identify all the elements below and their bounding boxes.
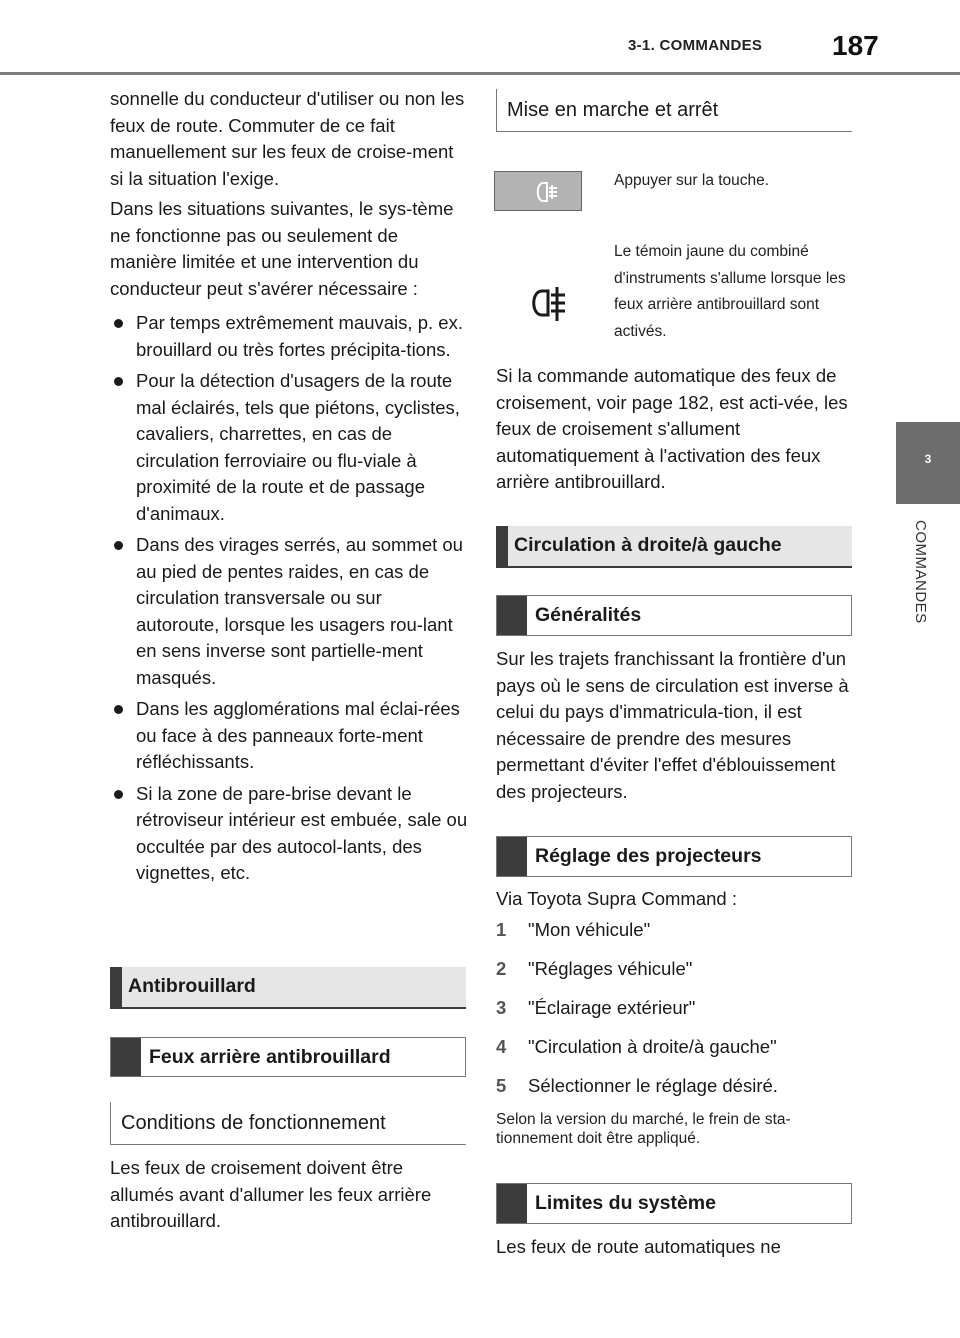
step-text: "Mon véhicule"	[528, 919, 651, 940]
rear-fog-light-indicator-icon	[528, 284, 576, 324]
heading-mise-en-marche-text: Mise en marche et arrêt	[507, 99, 719, 121]
heading-limites-text: Limites du système	[535, 1192, 716, 1214]
heading-circulation	[496, 526, 852, 568]
heading-bar	[497, 1184, 527, 1223]
auto-paragraph: Si la commande automatique des feux de croisement, voir page 182, est acti-vée, les feux de croisement s'allument automatiquement à l'activation des feux arrière antibrouillard.	[496, 365, 848, 492]
step-number: 1	[496, 919, 507, 940]
step-number: 5	[496, 1075, 507, 1096]
heading-generalites-text: Généralités	[535, 604, 642, 626]
heading-feux-arriere	[110, 1037, 466, 1077]
step-item	[496, 917, 650, 943]
heading-bar	[111, 1038, 141, 1076]
step-item	[496, 956, 692, 982]
heading-generalites	[496, 595, 852, 636]
step-number: 2	[496, 958, 507, 979]
step-number: 3	[496, 997, 507, 1018]
bullet-item: Dans les agglomérations mal éclai-rées ou face à des panneaux forte-ment réfléchissants.	[110, 696, 468, 776]
heading-bar	[497, 596, 527, 635]
heading-feux-arriere-text: Feux arrière antibrouillard	[149, 1046, 391, 1068]
heading-conditions-text: Conditions de fonctionnement	[121, 1112, 386, 1134]
note-paragraph: Selon la version du marché, le frein de sta-tionnement doit être appliqué.	[496, 1111, 791, 1147]
step-number: 4	[496, 1036, 507, 1057]
step-text: Sélectionner le réglage désiré.	[528, 1075, 778, 1096]
via-paragraph: Via Toyota Supra Command :	[496, 888, 737, 909]
step-item	[496, 1034, 777, 1060]
heading-conditions	[110, 1102, 466, 1145]
heading-circulation-text: Circulation à droite/à gauche	[514, 534, 782, 556]
intro-paragraph: sonnelle du conducteur d'utiliser ou non les feux de route. Commuter de ce fait manuellement sur les feux de croise-ment si la situation l'exige.	[110, 88, 465, 189]
bullet-item: Par temps extrêmement mauvais, p. ex. brouillard ou très fortes précipita-tions.	[110, 310, 468, 363]
step-text: "Éclairage extérieur"	[528, 997, 696, 1018]
section-title: 3-1. COMMANDES	[628, 37, 763, 54]
heading-antibrouillard	[110, 967, 466, 1009]
generalites-paragraph: Sur les trajets franchissant la frontière d'un pays où le sens de circulation est inverse à celui du pays d'immatricula-tion, il est nécessaire de prendre des mesures permettant d'éviter l'effet d'éblouissement des projecteurs.	[496, 648, 849, 802]
left-column	[110, 86, 468, 892]
header-rule	[0, 72, 960, 75]
heading-reglage	[496, 836, 852, 877]
chapter-label: COMMANDES	[912, 520, 929, 624]
step-text: "Circulation à droite/à gauche"	[528, 1036, 777, 1057]
rear-fog-light-button-icon	[494, 171, 582, 211]
chapter-number: 3	[924, 452, 932, 466]
heading-reglage-text: Réglage des projecteurs	[535, 845, 762, 867]
heading-antibrouillard-text: Antibrouillard	[128, 975, 256, 997]
button-instruction: Appuyer sur la touche.	[614, 172, 770, 189]
step-item	[496, 995, 695, 1021]
heading-mise-en-marche	[496, 89, 852, 132]
step-text: "Réglages véhicule"	[528, 958, 693, 979]
step-item	[496, 1073, 778, 1099]
heading-bar	[497, 837, 527, 876]
limites-paragraph: Les feux de route automatiques ne	[496, 1236, 781, 1257]
bullet-item: Si la zone de pare-brise devant le rétroviseur intérieur est embuée, sale ou occultée par des autocol-lants, des vignettes, etc.	[110, 781, 468, 887]
conditions-paragraph: Les feux de croisement doivent être allumés avant d'allumer les feux arrière antibrouillard.	[110, 1157, 432, 1231]
situations-paragraph: Dans les situations suivantes, le sys-tème ne fonctionne pas ou seulement de manière limitée et une intervention du conducteur peut s'avérer nécessaire :	[110, 198, 454, 299]
indicator-description: Le témoin jaune du combiné d'instruments s'allume lorsque les feux arrière antibrouillard sont activés.	[614, 243, 846, 340]
heading-limites	[496, 1183, 852, 1224]
bullet-item: Dans des virages serrés, au sommet ou au pied de pentes raides, en cas de circulation transversale ou sur autoroute, lorsque les usagers rou-lant en sens inverse sont partielle-ment masqués.	[110, 532, 468, 691]
bullet-item: Pour la détection d'usagers de la route mal éclairés, tels que piétons, cyclistes, cavaliers, charrettes, en cas de circulation ferroviaire ou flu-viale à proximité de la route et de passage d'animaux.	[110, 368, 468, 527]
page-number: 187	[832, 30, 879, 61]
